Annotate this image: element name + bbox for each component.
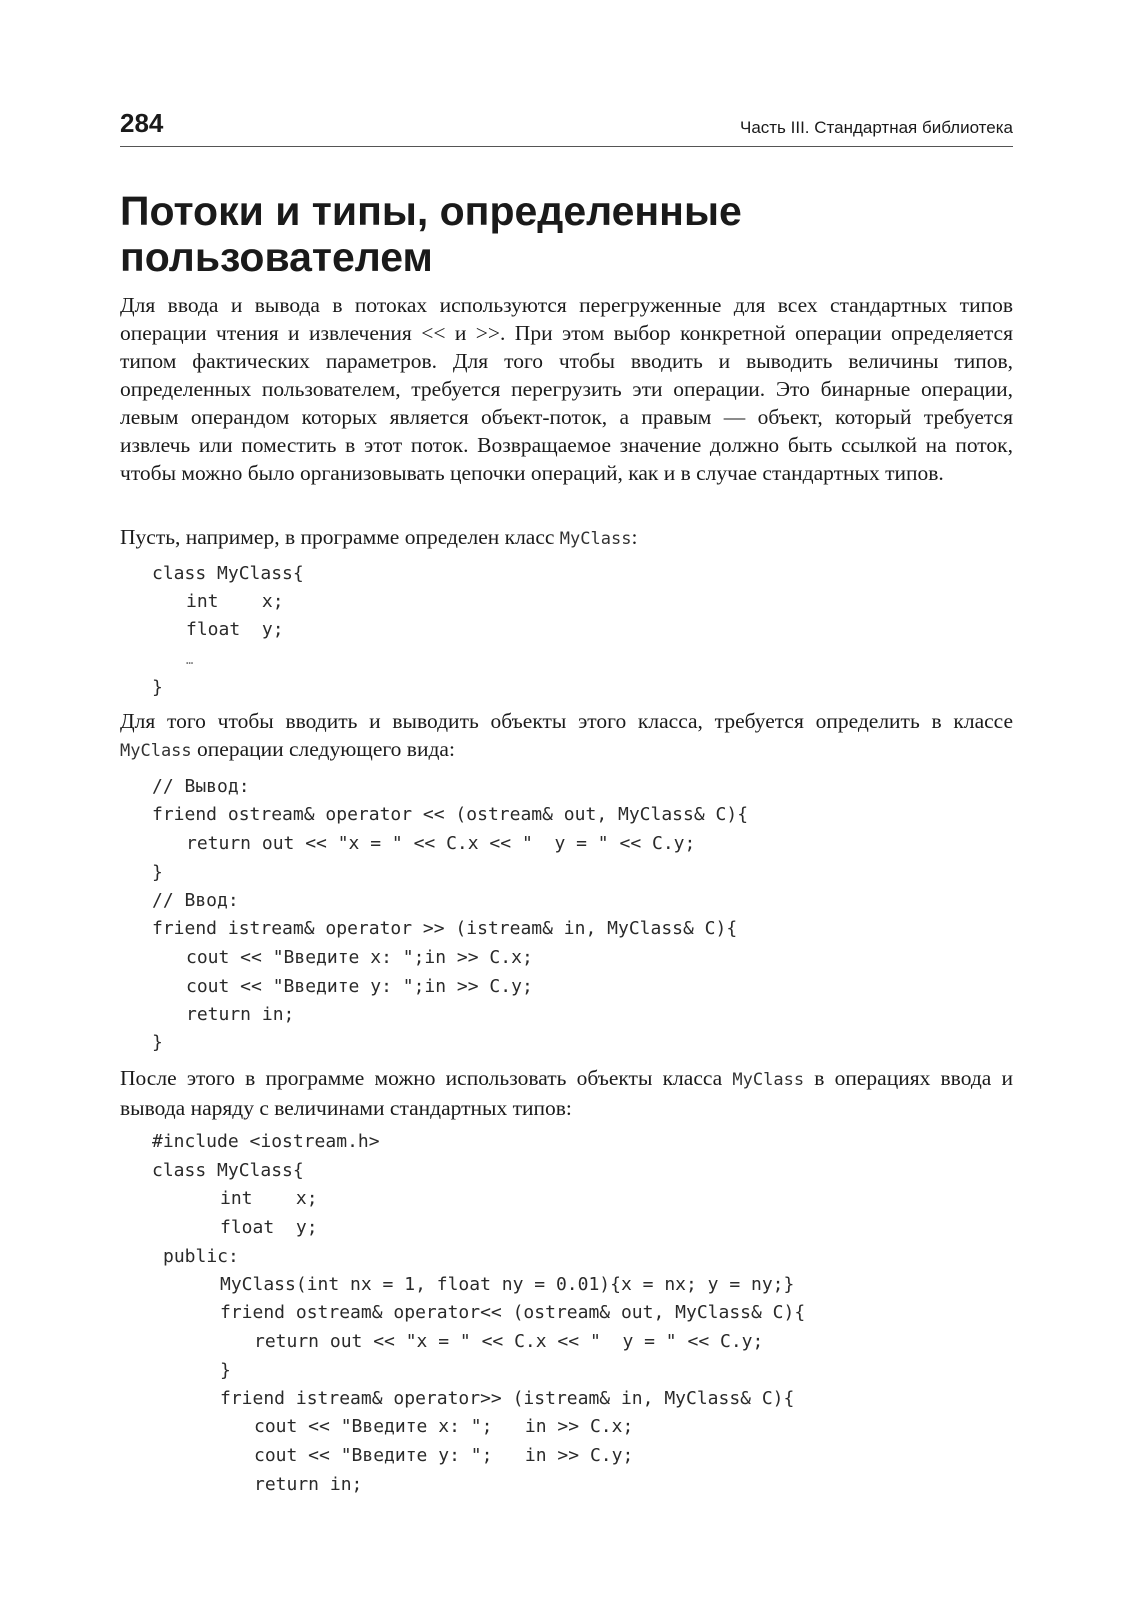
code-line: cout << "Введите y: "; in >> C.y; <box>254 1445 634 1466</box>
running-head: Часть III. Стандартная библиотека <box>739 118 1013 137</box>
code-line: float y; <box>220 1217 318 1238</box>
paragraph-text: Для того чтобы вводить и выводить объекты этого класса, требуется определить в классе <box>120 709 1013 733</box>
section-title-line2: пользователем <box>120 234 433 280</box>
code-line: friend istream& operator>> (istream& in, MyClass& C){ <box>220 1388 795 1409</box>
code-ellipsis: … <box>186 653 194 667</box>
code-line: } <box>152 677 163 698</box>
code-line: #include <iostream.h> <box>152 1131 380 1152</box>
code-line: return out << "x = " << C.x << " y = " << C.y; <box>186 833 696 854</box>
section-title <box>120 188 1013 280</box>
paragraph-usage <box>120 1064 1013 1122</box>
page-header <box>120 108 1013 147</box>
paragraph-text: в операциях ввода и вывода наряду с величинами стандартных типов: <box>120 1066 1014 1120</box>
code-line: } <box>152 1032 163 1053</box>
code-line: } <box>152 862 163 883</box>
code-line: MyClass(int nx = 1, float ny = 0.01){x = nx; y = ny;} <box>220 1274 795 1295</box>
code-line: return in; <box>186 1004 295 1025</box>
code-line: int x; <box>186 591 284 612</box>
code-line: cout << "Введите x: ";in >> C.x; <box>186 947 533 968</box>
inline-code: MyClass <box>120 741 192 761</box>
code-line: return out << "x = " << C.x << " y = " << C.y; <box>254 1331 764 1352</box>
paragraph-operators <box>120 707 1013 765</box>
code-line: class MyClass{ <box>152 563 304 584</box>
code-line: float y; <box>186 619 284 640</box>
code-line: public: <box>163 1246 239 1267</box>
code-line: int x; <box>220 1188 318 1209</box>
code-comment: // Вывод: <box>152 776 250 797</box>
paragraph-text: : <box>631 525 638 549</box>
paragraph-text: Пусть, например, в программе определен класс <box>120 525 560 549</box>
paragraph-class-example <box>120 523 1013 553</box>
paragraph-text: После этого в программе можно использовать объекты класса <box>120 1066 733 1090</box>
page-number: 284 <box>120 108 164 138</box>
code-line: } <box>220 1360 231 1381</box>
code-comment: // Ввод: <box>152 890 239 911</box>
code-line: cout << "Введите x: "; in >> C.x; <box>254 1416 634 1437</box>
paragraph-intro: Для ввода и вывода в потоках используются перегруженные для всех стандартных типов операции чтения и извлечения << и >>. При этом выбор конкретной операции определяется типом фактических параметров. Для того чтобы вводить и выводить величины типов, определенных пользователем, требуется перегрузить эти операции. Это бинарные операции, левым операндом которых является объект-поток, а правым — объект, который требуется извлечь или поместить в этот поток. Возвращаемое значение должно быть ссылкой на поток, чтобы можно было организовывать цепочки операций, как и в случае стандартных типов. <box>120 293 1013 485</box>
code-line: cout << "Введите y: ";in >> C.y; <box>186 976 533 997</box>
code-line: return in; <box>254 1474 363 1495</box>
inline-code: MyClass <box>732 1070 805 1090</box>
inline-code: MyClass <box>559 529 632 549</box>
code-line: friend ostream& operator<< (ostream& out, MyClass& C){ <box>220 1302 806 1323</box>
section-title-line1: Потоки и типы, определенные <box>120 188 742 234</box>
code-line: friend istream& operator >> (istream& in, MyClass& C){ <box>152 918 738 939</box>
paragraph-text: операции следующего вида: <box>191 737 455 761</box>
code-line: friend ostream& operator << (ostream& out, MyClass& C){ <box>152 804 749 825</box>
code-line: class MyClass{ <box>152 1160 304 1181</box>
